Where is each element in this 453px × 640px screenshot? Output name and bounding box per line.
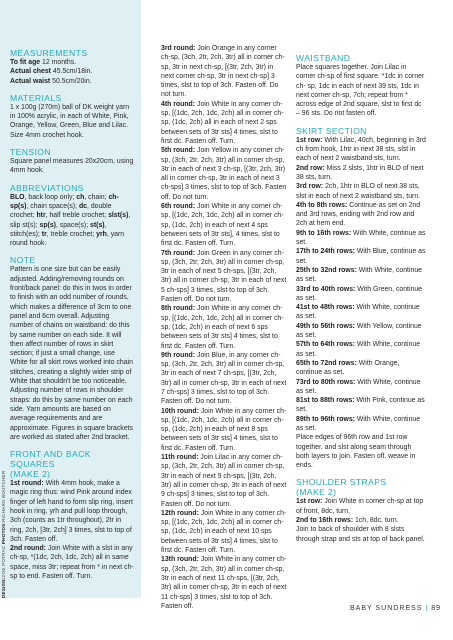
skirt-row: 49th to 56th rows: With Yellow, continue as set. (296, 322, 422, 340)
pattern-row: 8th round: Join White in any corner ch-sp, [(1dc, 2ch, 1dc, 2ch) all in corner ch-sp, (1dc, 2ch) in each of next 6 sps between sets of 3tr sts] 4 times, slst to first dc. Fasten off. Turn. (161, 305, 284, 350)
pattern-row: 10th round: Join White in any corner ch-sp, [(1dc, 2ch, 1dc, 2ch) all in corner ch-sp, (1dc, 2ch) in each of next 8 sps between sets of 3tr sts] 4 times, slst to first dc. Fasten off. Turn. (161, 407, 287, 452)
tension-heading: TENSION (10, 147, 51, 158)
strap-row: 1st row: Join White in corner ch-sp at top of front, 8dc, turn. (296, 498, 424, 515)
tension-text: Square panel measures 20x20cm, using 4mm hook. (10, 158, 134, 175)
abbreviations-heading: ABBREVIATIONS (10, 182, 84, 193)
skirt-row: 57th to 64th rows: With White, continue as set. (296, 341, 421, 358)
pattern-row: 11th round: Join Lilac in any corner ch-sp, (3ch, 2tr, 2ch, 3tr) all in corner ch-sp, 3tr in each of next 9 ch-sps, [(3tr, 2ch, 3tr) all in corner ch-sp, 3tr in each of next 9 ch-sps] 3 times, slst to top of 3ch. Fasten off. Do not turn. (161, 454, 287, 508)
front-back-rows-part1 (10, 479, 134, 581)
skirt-row: 65th to 72nd rows: With Orange, continue as set. (296, 359, 400, 377)
strap-row: 2nd to 16th rows: 1ch, 8dc, turn. (296, 517, 399, 525)
straps-finish: Join to back of shoulder with 8 slsts through strap and sts at top of back panel. (296, 526, 425, 543)
note-text: Pattern is one size but can be easily adjusted. Adding/removing rounds on front/back panel: do this in twos in order to finish with an odd number of rounds, which makes a difference of 3cm to one panel and 6cm overall. Adjusting number of chains on waistband: do this by same number on each side. It will then affect number of rows in skirt section; if just a small change, use White for all skirt rows worked into chain stitches, creating a slightly wider strip of White that shouldn't be too noticeable. Adjusting number of rows in shoulder straps: do this by same number on each side. Yarn amounts are based on average requirements and are approximate. Figures in square brackets are worked as stated after 2nd bracket. (10, 266, 133, 441)
materials-text: 1 x 100g (270m) ball of DK weight yarn in 100% acrylic, in each of White, Pink, Orange, Yellow, Green, Blue and Lilac. Size 4mm crochet hook. (10, 103, 130, 139)
waistband-text: Place squares together. Join Lilac in corner ch-sp of first square. *1dc in corner ch- sp, 1dc in each of next 39 sts, 1dc in next corner ch-sp, 7ch; repeat from * across edge of 2nd square, slst to first dc – 96 sts. Do not fasten off. (296, 64, 425, 118)
pattern-row: 7th round: Join Green in any corner ch-sp, (3ch, 2tr, 2ch, 3tr) all in corner ch-sp, 3tr in each of next 5 ch-sps, [(3tr, 2ch, 3tr) all in corner ch-sp, 3tr in each of next 5 ch-sps] 3 times, slst to top of 3ch. Fasten off. Do not turn. (161, 249, 287, 304)
skirt-row: 17th to 24th rows: With Blue, continue as set. (296, 248, 426, 265)
note-heading: NOTE (10, 255, 36, 266)
column-middle (161, 44, 287, 610)
pattern-row: 6th round: Join White in any corner ch-sp, [(1dc, 2ch, 1dc, 2ch) all in corner ch-sp, (1dc, 2ch) in each of next 4 sps between sets of 3tr sts], 4 times, slst to first dc. Fasten off. Turn. (161, 203, 284, 248)
front-back-heading: FRONT AND BACK SQUARES (MAKE 2) (10, 449, 91, 480)
pattern-row: 9th round: Join Blue, in any corner ch-sp, (3ch, 2tr, 2ch, 3tr) all in corner ch-sp, 3tr in each of next 7 ch-sps, [(3tr, 2ch, 3tr) all in corner ch-sp, 3tr in each of next 7 ch-sps] 3 times, slst to top of 3ch. Fasten off. Do not turn. (161, 351, 287, 406)
column-right (296, 44, 426, 604)
pattern-row: 5th round: Join Yellow in any corner ch-sp, (3ch, 2tr, 2ch, 3tr) all in corner ch-sp, 3tr in each of next 3 ch-sp, [(3tr, 2ch, 3tr) all in corner ch-sp, 3tr in each of next 3 ch-sps] 3 times, slst to top of 3ch. Fasten off. Do not turn. (161, 147, 287, 201)
skirt-rows (296, 136, 426, 434)
pattern-row: 1st round: With 4mm hook, make a magic ring thus: wind Pink around index finger of left hand to form slip ring, insert hook in ring, yrh and pull loop through, 3ch (counts as 1tr throughout), 2tr in ring, 2ch, [3tr, 2ch] 3 times, slst to top of 3ch. Fasten off. (10, 480, 133, 543)
skirt-row: 2nd row: Miss 2 slsts, 1htr in BLO of next 38 sts, turn. (296, 164, 424, 181)
skirt-row: 4th to 8th rows: Continue as set on 2nd and 3rd rows, ending with 2nd row and 2ch at hem end. (296, 201, 421, 228)
skirt-row: 73rd to 80th rows: With White, continue as set. (296, 378, 421, 395)
skirt-row: 9th to 16th rows: With White, continue as set. (296, 229, 426, 247)
waistband-heading: WAISTBAND (296, 53, 351, 63)
page-folio: BABY SUNDRESS | 89 (349, 605, 441, 612)
pattern-row: 4th round: Join White in any corner ch-sp, [(1dc, 2ch, 1dc, 2ch) all in corner ch-sp, (1dc, 2ch) all in each of next 2 sps between sets of 3tr sts] 4 times, slst to first dc. Fasten off. Turn. (161, 100, 284, 145)
skirt-row: 33rd to 40th rows: With Green, continue as set. (296, 285, 423, 302)
pattern-row: 3rd round: Join Orange in any corner ch-sp, (3ch, 2tr, 2ch, 3tr) all in corner ch-sp, 3tr in next ch-sp, [(3tr, 2ch, 3tr) in next corner ch-sp, 3tr in next ch-sp] 3 times, slst to top of 3ch. Fasten off. Do not turn. (161, 45, 285, 99)
strap-rows (296, 497, 426, 525)
materials-heading: MATERIALS (10, 92, 62, 103)
pattern-row: 2nd round: Join White with a slst in any ch-sp, *(1dc, 2ch, 1dc, 2ch) all in same space, miss 3tr; repeat from * in next ch-sp to end. Fasten off. Turn. (10, 545, 134, 581)
pattern-row: 12th round: Join White in any corner ch-sp, [(1dc, 2ch, 1dc, 2ch) all in corner ch-sp, (1dc, 2ch) in each of next 10 sps between sets of 3tr sts] 4 times, slst to first dc. Fasten off. Turn. (161, 509, 287, 555)
skirt-row: 3rd row: 2ch, 1htr in BLO of next 38 sts, slst in each of next 2 waistband sts, turn. (296, 183, 421, 200)
skirt-row: 1st row: With Lilac, 40ch, beginning in 3rd ch from hook, 1htr in next 38 sts, slst in each of next 2 waistband sts, turn. (296, 136, 426, 163)
folio-title: BABY SUNDRESS (349, 605, 423, 612)
measurements-text: To fit age 12 months. Actual chest 45.5cm/18in. Actual waist 50.5cm/20in. (10, 59, 93, 85)
skirt-row: 25th to 32nd rows: With White, continue as set. (296, 266, 422, 284)
skirt-heading: SKIRT SECTION (296, 125, 367, 136)
pattern-row: 13th round: Join White in any corner ch-sp, (3ch, 2tr, 2ch, 3tr) all in corner ch-sp, 3tr in each of next 11 ch-sps, [(3tr, 2ch, 3tr) all in corner ch-sp, 3tr in each of next 11 ch-sps] 3 times, slst to top of 3ch. Fasten off. (161, 556, 287, 610)
skirt-finish: Place edges of 96th row and 1st row together, and slst along seam through both layers to join. Fasten off, weave in ends. (296, 434, 416, 470)
abbreviations-text: BLO, back loop only; ch, chain; ch-sp(s), chain space(s); dc, double crochet; htr, half treble crochet; slst(s), slip st(s); sp(s), space(s); st(s), stitch(es); tr, treble crochet; yrh, yarn round hook. (10, 193, 131, 248)
measurements-heading: MEASUREMENTS (10, 48, 88, 58)
page-number: 89 (431, 605, 441, 612)
skirt-row: 41st to 48th rows: With White, continue as set. (296, 304, 420, 321)
photo-credit: DESIGN:ZOE POTRAC PHOTOS:RICHARD BOUTCHER (1, 470, 6, 598)
skirt-row: 89th to 96th rows: With White, continue as set. (296, 415, 421, 432)
column-left (10, 48, 134, 581)
straps-heading: SHOULDER STRAPS (MAKE 2) (296, 477, 387, 498)
skirt-row: 81st to 88th rows: With Pink, continue as set. (296, 397, 425, 414)
